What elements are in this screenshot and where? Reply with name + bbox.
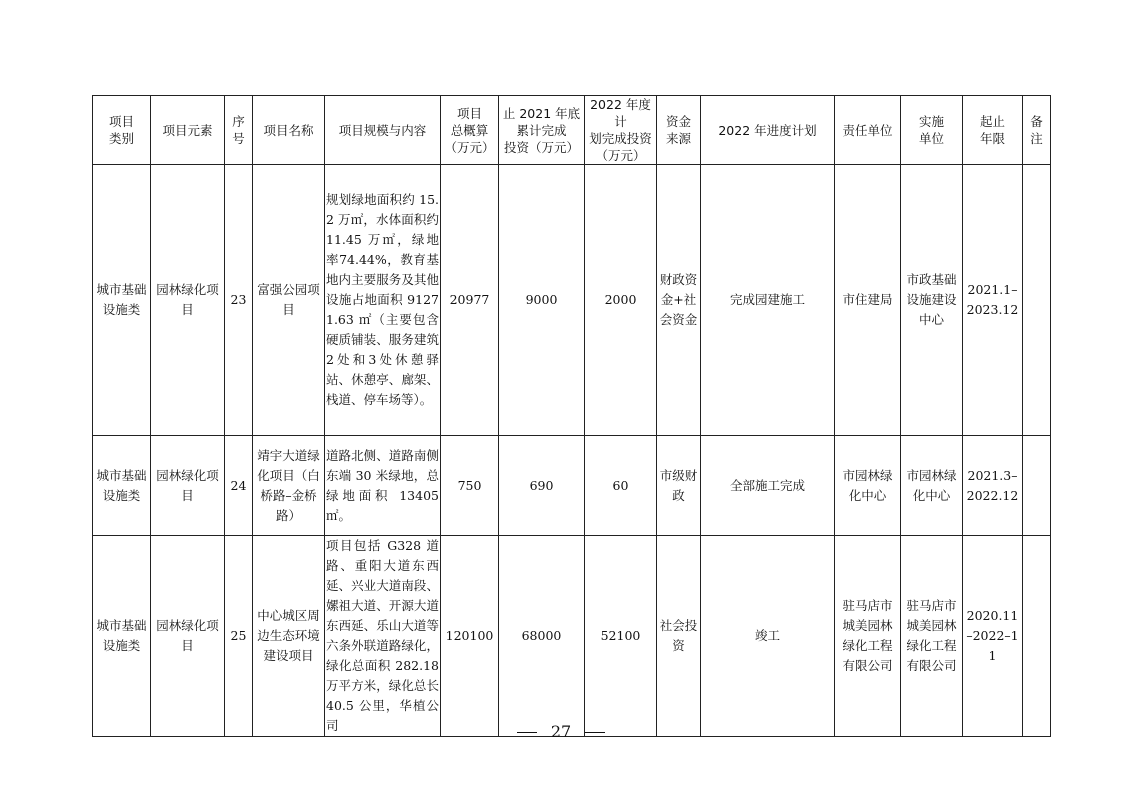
header-category: 项目 类别 — [93, 96, 151, 165]
cell-remark — [1023, 536, 1051, 737]
cell-cum2021: 9000 — [499, 165, 585, 436]
page-number-text: 27 — [550, 722, 572, 741]
cell-category: 城市基础设施类 — [93, 536, 151, 737]
cell-remark — [1023, 436, 1051, 536]
cell-scale: 规划绿地面积约 15.2 万㎡，水体面积约 11.45 万㎡，绿地率74.44%，教育基地内主要服务及其他设施占地面积 91271.63 ㎡（主要包含硬质铺装、服务建筑2处和3处休憩驿站、休憩亭、廊架、栈道、停车场等）。 — [325, 165, 441, 436]
cell-total: 750 — [441, 436, 499, 536]
cell-seq: 25 — [225, 536, 253, 737]
header-scale: 项目规模与内容 — [325, 96, 441, 165]
cell-element: 园林绿化项目 — [151, 436, 225, 536]
header-fund: 资金 来源 — [657, 96, 701, 165]
header-total: 项目 总概算 （万元） — [441, 96, 499, 165]
cell-period: 2021.3–2022.12 — [963, 436, 1023, 536]
cell-name: 富强公园项目 — [253, 165, 325, 436]
cell-remark — [1023, 165, 1051, 436]
cell-impl: 市政基础设施建设中心 — [901, 165, 963, 436]
cell-progress: 竣工 — [701, 536, 835, 737]
header-remark: 备 注 — [1023, 96, 1051, 165]
cell-impl: 市园林绿化中心 — [901, 436, 963, 536]
cell-seq: 24 — [225, 436, 253, 536]
cell-category: 城市基础设施类 — [93, 436, 151, 536]
cell-plan2022: 52100 — [585, 536, 657, 737]
cell-fund: 社会投资 — [657, 536, 701, 737]
header-name: 项目名称 — [253, 96, 325, 165]
cell-category: 城市基础设施类 — [93, 165, 151, 436]
cell-name: 靖宇大道绿化项目（白桥路–金桥路） — [253, 436, 325, 536]
header-plan2022: 2022 年度计 划完成投资 （万元） — [585, 96, 657, 165]
cell-name: 中心城区周边生态环境建设项目 — [253, 536, 325, 737]
cell-cum2021: 690 — [499, 436, 585, 536]
cell-fund: 市级财政 — [657, 436, 701, 536]
cell-seq: 23 — [225, 165, 253, 436]
header-period: 起止 年限 — [963, 96, 1023, 165]
dash-left — [517, 732, 537, 733]
project-table — [92, 95, 1051, 737]
dash-right — [585, 732, 605, 733]
header-progress: 2022 年进度计划 — [701, 96, 835, 165]
header-cum2021: 止 2021 年底 累计完成 投资（万元） — [499, 96, 585, 165]
cell-element: 园林绿化项目 — [151, 536, 225, 737]
header-impl: 实施 单位 — [901, 96, 963, 165]
table-row — [93, 536, 1051, 737]
cell-progress: 全部施工完成 — [701, 436, 835, 536]
cell-element: 园林绿化项目 — [151, 165, 225, 436]
cell-fund: 财政资金+社会资金 — [657, 165, 701, 436]
cell-plan2022: 60 — [585, 436, 657, 536]
cell-cum2021: 68000 — [499, 536, 585, 737]
header-seq: 序号 — [225, 96, 253, 165]
cell-plan2022: 2000 — [585, 165, 657, 436]
table-row — [93, 436, 1051, 536]
cell-progress: 完成园建施工 — [701, 165, 835, 436]
cell-scale: 项目包括 G328 道路、重阳大道东西延、兴业大道南段、嫘祖大道、开源大道东西延、乐山大道等六条外联道路绿化，绿化总面积 282.18 万平方米，绿化总长 40.5 公里，华植公司 — [325, 536, 441, 737]
cell-total: 20977 — [441, 165, 499, 436]
cell-period: 2020.11–2022–11 — [963, 536, 1023, 737]
page-number — [0, 722, 1122, 741]
cell-resp: 驻马店市城美园林绿化工程有限公司 — [835, 536, 901, 737]
cell-resp: 市住建局 — [835, 165, 901, 436]
header-row — [93, 96, 1051, 165]
header-resp: 责任单位 — [835, 96, 901, 165]
cell-period: 2021.1–2023.12 — [963, 165, 1023, 436]
cell-impl: 驻马店市城美园林绿化工程有限公司 — [901, 536, 963, 737]
cell-total: 120100 — [441, 536, 499, 737]
table-row — [93, 165, 1051, 436]
cell-resp: 市园林绿化中心 — [835, 436, 901, 536]
cell-scale: 道路北侧、道路南侧东端 30 米绿地，总绿地面积 13405 ㎡。 — [325, 436, 441, 536]
header-element: 项目元素 — [151, 96, 225, 165]
